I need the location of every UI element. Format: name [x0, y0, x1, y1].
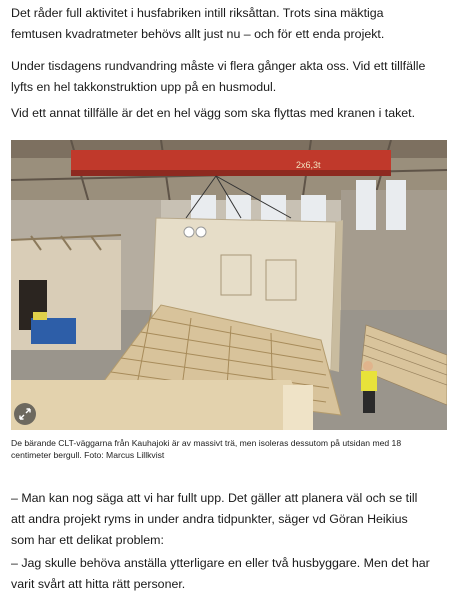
- expand-arrows-icon: [19, 408, 31, 420]
- article-paragraph-5: – Jag skulle behöva anställa ytterligare en eller två husbyggare. Men det har varit svårt att hitta rätt personer.: [11, 556, 430, 591]
- article-paragraph-4: – Man kan nog säga att vi har fullt upp. Det gäller att planera väl och se till att andra projekt ryms in under andra tidpunkter, säger vd Göran Heikius som har ett delikat problem:: [11, 491, 418, 547]
- photo-caption: De bärande CLT-väggarna från Kauhajoki är av massivt trä, men isoleras dessutom på utsidan med 18 centimeter bergull. Foto: Marcus Lillkvist: [11, 438, 402, 460]
- crane-label: 2x6,3t: [296, 160, 321, 170]
- article-paragraph-2: Under tisdagens rundvandring måste vi flera gånger akta oss. Vid ett tillfälle lyfts en hel takkonstruktion upp på en husmodul.: [11, 59, 426, 94]
- article-photo: [11, 140, 447, 430]
- article-paragraph-3: Vid ett annat tillfälle är det en hel vägg som ska flyttas med kranen i taket.: [11, 106, 416, 120]
- article-paragraph-1: Det råder full aktivitet i husfabriken intill riksåttan. Trots sina mäktiga femtusen kvadratmeter behövs allt just nu – och för ett enda projekt.: [11, 6, 385, 41]
- factory-photo-illustration: [11, 140, 447, 430]
- expand-image-button[interactable]: [14, 403, 36, 425]
